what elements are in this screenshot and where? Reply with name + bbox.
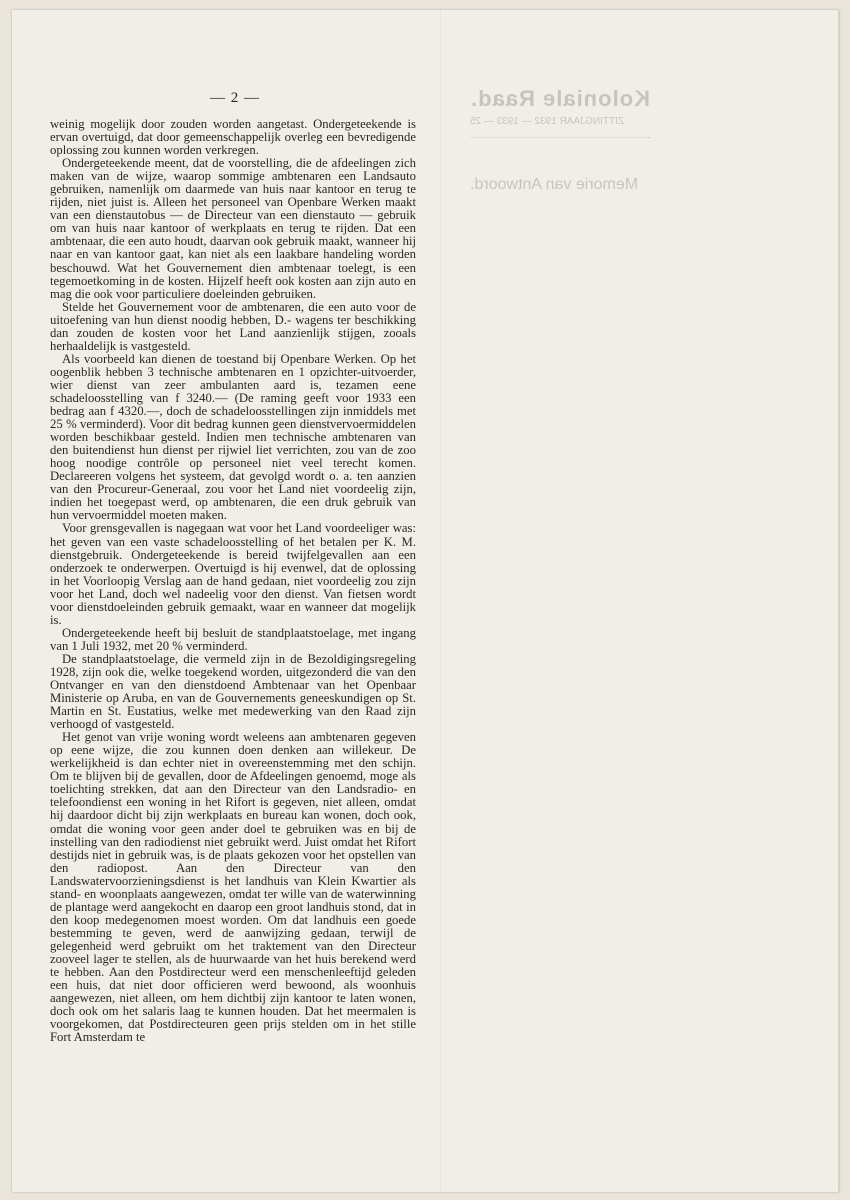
paragraph: Voor grensgevallen is nagegaan wat voor het Land voordeeliger was: het geven van een vaste schadeloosstelling of het betalen per K. M. dienstgebruik. Ondergeteekende is bereid twijfelgevallen aan een onderzoek te onderwerpen. Overtuigd is hij evenwel, dat de oplossing in het Voorloopig Verslag aan de hand gedaan, niet voordeelig zou zijn voor het Land, doch wel nadeelig voor den dienst. Van fietsen wordt voor dienstdoeleinden gebruik gemaakt, waar en wanneer dat mogelijk is. (50, 521, 416, 627)
paragraph: Het genot van vrije woning wordt weleens aan ambtenaren gegeven op eene wijze, die zou kunnen doen denken aan willekeur. De werkelijkheid is dan echter niet in overeenstemming met den schijn. Om te blijven bij de gevallen, door de Afdeelingen genoemd, moge als toelichting strekken, dat aan den Directeur van den Landsradio- en telefoondienst een woning in het Rifort is gegeven, niet alleen, omdat hij daardoor dicht bij zijn werkplaats en bureau kan wonen, doch ook, omdat die woning voor geen ander doel te gebruiken was en bij de instelling van den radiodienst niet gebruikt werd. Juist omdat het Rifort destijds niet in gebruik was, is de plaats gekozen voor het opstellen van den radiopost. Aan den Directeur van den Landswatervoorzieningsdienst is het landhuis van Klein Kwartier als stand- en woonplaats aangewezen, omdat ter wille van de waterwinning de plantage werd aangekocht en daarop een groot landhuis stond, dat in den koop medegenomen moest worden. Om dat landhuis een goede bestemming te geven, werd de aanwijzing gedaan, terwijl de gelegenheid werd gebruikt om het traktement van den Directeur zooveel lager te stellen, als de huurwaarde van het huis berekend werd te hebben. Aan den Postdirecteur werd een menschenleeftijd geleden een huis, dat niet door officieren werd bewoond, als woonhuis aangewezen, niet alleen, om hem dichtbij zijn kantoor te laten wonen, doch ook om het salaris laag te kunnen houden. Dat het meermalen is voorgekomen, dat Postdirecteuren geen prijs stelden om in het stille Fort Amsterdam te (50, 730, 416, 1045)
paragraph: Ondergeteekende meent, dat de voorstelling, die de afdeelingen zich maken van de wijze, waarop sommige ambtenaren een Landsauto gebruiken, namenlijk om daarmede van huis naar kantoor en terug te rijden, niet juist is. Alleen het personeel van Openbare Werken maakt van een dienstautobus — de Directeur van een dienstauto — gebruik om van huis naar kantoor of werkplaats en terug te rijden. Dat een ambtenaar, die een auto houdt, daarvan ook gebruik maakt, wanneer hij naar en van kantoor gaat, kan niet als een laakbare handeling worden beschouwd. Wat het Gouvernement dien ambtenaar toelegt, is een tegemoetkoming in de kosten. Hijzelf heeft ook kosten aan zijn auto en mag die ook voor particuliere doeleinden gebruiken. (50, 156, 416, 301)
paragraph: weinig mogelijk door zouden worden aangetast. Ondergeteekende is ervan overtuigd, dat door gemeenschappelijk overleg een bevredigende oplossing zou kunnen worden verkregen. (50, 117, 416, 158)
paragraph: Ondergeteekende heeft bij besluit de standplaatstoelage, met ingang van 1 Juli 1932, met 20 % verminderd. (50, 625, 416, 653)
bleed-rule (470, 137, 650, 138)
text-column (50, 118, 416, 1044)
page-number: — 2 — (210, 90, 260, 106)
page-fold (440, 10, 442, 1192)
paragraph: Als voorbeeld kan dienen de toestand bij Openbare Werken. Op het oogenblik hebben 3 technische ambtenaren en 1 opzichter-uitvoerder, wier dienst van zeer ambulanten aard is, tezamen eene schadeloosstelling van f 3240.— (De raming geeft voor 1933 een bedrag aan f 4320.—, doch de schadeloosstellingen zijn inmiddels met 25 % verminderd). Voor dit bedrag kunnen geen dienstvervoermiddelen worden beschikbaar gesteld. Indien men technische ambtenaren van den buitendienst hun dienst per rijwiel liet verrichten, zou van de zoo hoog noodige contrôle op personeel niet veel terecht komen. Declareeren volgens het systeem, dat gevolgd wordt o. a. ten aanzien van den Procureur-Generaal, zou voor het Land niet voordeelig zijn, indien het toegepast werd, op ambtenaren, die een druk gebruik van hun vervoermiddel moeten maken. (50, 351, 416, 523)
paragraph: De standplaatstoelage, die vermeld zijn in de Bezoldigingsregeling 1928, zijn ook die, welke toegekend worden, uitgezonderd die van den Ontvanger en van den dienstdoend Ambtenaar van het Openbaar Ministerie op Aruba, en van de Gouvernements geneeskundigen op St. Martin en St. Eustatius, welke met medewerking van den Raad zijn verhoogd of vastgesteld. (50, 651, 416, 732)
bleed-through-text (470, 86, 810, 194)
bleed-heading: Memorie van Antwoord. (470, 176, 639, 193)
bleed-title: Koloniale Raad. (470, 86, 651, 111)
bleed-subtitle: ZITTINGJAAR 1932 — 1933 — 25 (470, 116, 624, 127)
paragraph: Stelde het Gouvernement voor de ambtenaren, die een auto voor de uitoefening van hun dienst noodig hebben, D.- wagens ter beschikking dan zouden de kosten voor het Land aanzienlijk stijgen, zooals herhaaldelijk is vastgesteld. (50, 299, 416, 353)
